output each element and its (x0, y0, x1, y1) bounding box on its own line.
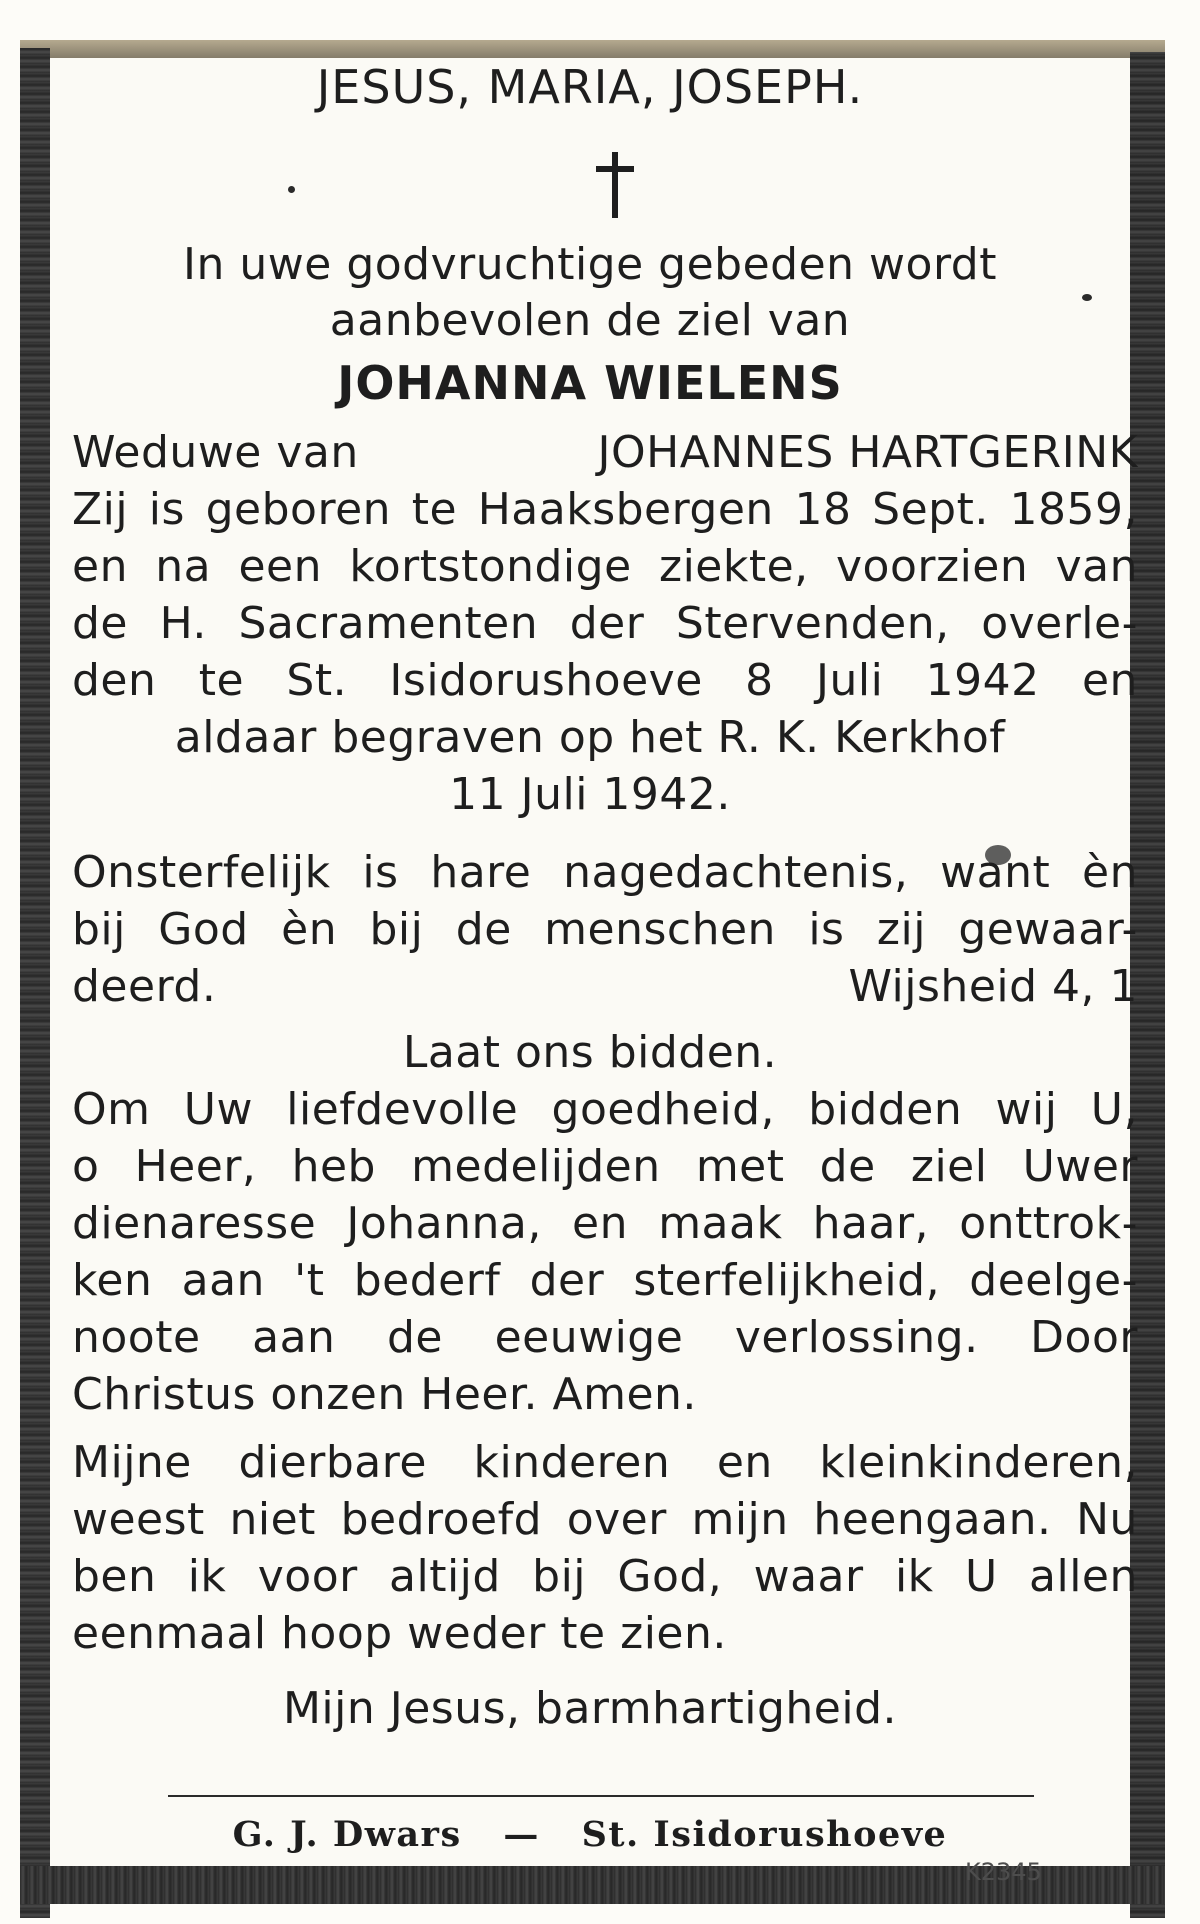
word: bedroefd (340, 1494, 543, 1545)
biography-line (72, 483, 1138, 537)
word: Juli (815, 655, 884, 706)
word: Nu (1076, 1494, 1138, 1545)
deceased-name: JOHANNA WIELENS (337, 356, 843, 410)
quote-line (72, 846, 1138, 900)
word: Zij (72, 484, 129, 535)
word: eeuwige (494, 1312, 684, 1363)
word: sterfelijkheid, (633, 1255, 941, 1306)
word: geboren (205, 484, 392, 535)
word: allen (1029, 1551, 1138, 1602)
word: liefdevolle (286, 1084, 519, 1135)
word: bij (72, 904, 126, 955)
word: aan (252, 1312, 336, 1363)
word: H. (159, 598, 207, 649)
prayer-line (72, 1083, 1138, 1137)
biography-line: aldaar begraven op het R. K. Kerkhof (174, 712, 1006, 763)
word: St. (286, 655, 348, 706)
word: Stervenden, (675, 598, 950, 649)
word: Isidorushoeve (389, 655, 703, 706)
quote-last-line (72, 960, 1138, 1014)
word: ik (187, 1551, 227, 1602)
word: ik (894, 1551, 934, 1602)
word: te (198, 655, 245, 706)
quote-line (72, 903, 1138, 957)
word: noote (72, 1312, 201, 1363)
word: voor (257, 1551, 358, 1602)
word: waar (753, 1551, 864, 1602)
word: nagedachtenis, (563, 847, 909, 898)
word: God, (617, 1551, 723, 1602)
closing-prayer: Mijn Jesus, barmhartigheid. (282, 1683, 898, 1734)
word: Uw (183, 1084, 253, 1135)
biography-line (72, 654, 1138, 708)
husband-name: JOHANNES HARTGERINK (597, 427, 1138, 478)
biography-line (72, 597, 1138, 651)
printer-dash: — (503, 1814, 540, 1855)
word: maak (658, 1198, 783, 1249)
word: hare (430, 847, 532, 898)
prayer-line (72, 1140, 1138, 1194)
word: is (362, 847, 399, 898)
word: Heer, (134, 1141, 257, 1192)
word: weest (72, 1494, 205, 1545)
cross-icon (590, 150, 640, 220)
printer-name: G. J. Dwars (232, 1814, 462, 1855)
word: kinderen (473, 1437, 671, 1488)
word: na (155, 541, 212, 592)
word: Onsterfelijk (72, 847, 331, 898)
intro-line-2: aanbevolen de ziel van (329, 295, 851, 346)
word: en (572, 1198, 628, 1249)
prayer-line (72, 1254, 1138, 1308)
word: van (1055, 541, 1138, 592)
frame-top-border (20, 40, 1165, 58)
divider (168, 1795, 1034, 1797)
word: mijn (691, 1494, 789, 1545)
word: kortstondige (349, 541, 632, 592)
quote-end: deerd. (72, 961, 217, 1012)
printer-imprint (50, 1808, 1130, 1862)
word: 18 (794, 484, 852, 535)
word: Om (72, 1084, 151, 1135)
widow-line (72, 426, 1138, 480)
word: en (716, 1437, 773, 1488)
word: de (455, 904, 512, 955)
word: menschen (544, 904, 776, 955)
quote-source: Wijsheid 4, 1 (848, 961, 1138, 1012)
word: Door (1030, 1312, 1138, 1363)
prayer-line (72, 1311, 1138, 1365)
word: Mijne (72, 1437, 192, 1488)
prayer-line (72, 1197, 1138, 1251)
word: Sacramenten (238, 598, 539, 649)
word: 8 (745, 655, 774, 706)
word: goedheid, (551, 1084, 775, 1135)
word: heengaan. (813, 1494, 1052, 1545)
word: 1942 (925, 655, 1040, 706)
word: want (940, 847, 1051, 898)
prayer-title: Laat ons bidden. (402, 1027, 778, 1078)
frame-left-border (20, 48, 50, 1918)
word: bidden (808, 1084, 963, 1135)
word: met (695, 1141, 785, 1192)
word: U (964, 1551, 998, 1602)
word: èn (1082, 847, 1138, 898)
word: kleinkinderen, (819, 1437, 1138, 1488)
word: Uwer (1022, 1141, 1138, 1192)
farewell-last-line: eenmaal hoop weder te zien. (72, 1608, 727, 1659)
word: o (72, 1141, 100, 1192)
word: U, (1090, 1084, 1138, 1135)
word: verlossing. (734, 1312, 979, 1363)
burial-date: 11 Juli 1942. (449, 769, 731, 820)
farewell-line (72, 1436, 1138, 1490)
farewell-line (72, 1493, 1138, 1547)
printer-place: St. Isidorushoeve (581, 1814, 948, 1855)
word: en (72, 541, 128, 592)
word: haar, (812, 1198, 930, 1249)
word: niet (229, 1494, 316, 1545)
word: de (387, 1312, 443, 1363)
serial-number: K2345 (965, 1858, 1042, 1886)
word: bij (532, 1551, 587, 1602)
word: is (808, 904, 845, 955)
word: wij (995, 1084, 1058, 1135)
word: zij (876, 904, 926, 955)
word: ken (72, 1255, 153, 1306)
word: Haaksbergen (477, 484, 774, 535)
ink-speck (288, 186, 295, 193)
word: bij (369, 904, 424, 955)
memorial-card (50, 58, 1138, 1886)
intro-line-1: In uwe godvruchtige gebeden wordt (183, 239, 997, 290)
word: èn (281, 904, 338, 955)
word: der (529, 1255, 605, 1306)
word: ben (72, 1551, 157, 1602)
word: deelge- (969, 1255, 1138, 1306)
word: ziekte, (658, 541, 809, 592)
word: bederf (353, 1255, 501, 1306)
word: Sept. (872, 484, 989, 535)
word: dienaresse (72, 1198, 317, 1249)
word: 1859, (1009, 484, 1138, 535)
word: God (158, 904, 249, 955)
word: aan (181, 1255, 265, 1306)
card-header: JESUS, MARIA, JOSEPH. (316, 60, 864, 114)
word: over (566, 1494, 667, 1545)
word: en (1081, 655, 1138, 706)
word: gewaar- (958, 904, 1138, 955)
farewell-line (72, 1550, 1138, 1604)
word: onttrok- (959, 1198, 1138, 1249)
word: de (72, 598, 128, 649)
word: te (411, 484, 458, 535)
word: dierbare (238, 1437, 427, 1488)
word: de (819, 1141, 876, 1192)
word: overle- (981, 598, 1138, 649)
word: 't (294, 1255, 325, 1306)
word: medelijden (411, 1141, 661, 1192)
prayer-last-line: Christus onzen Heer. Amen. (72, 1369, 697, 1420)
widow-prefix: Weduwe van (72, 427, 359, 478)
word: Johanna, (346, 1198, 542, 1249)
word: heb (291, 1141, 376, 1192)
word: een (238, 541, 323, 592)
word: ziel (910, 1141, 988, 1192)
word: der (569, 598, 645, 649)
word: is (148, 484, 185, 535)
biography-line (72, 540, 1138, 594)
word: voorzien (836, 541, 1029, 592)
word: altijd (389, 1551, 501, 1602)
word: den (72, 655, 157, 706)
